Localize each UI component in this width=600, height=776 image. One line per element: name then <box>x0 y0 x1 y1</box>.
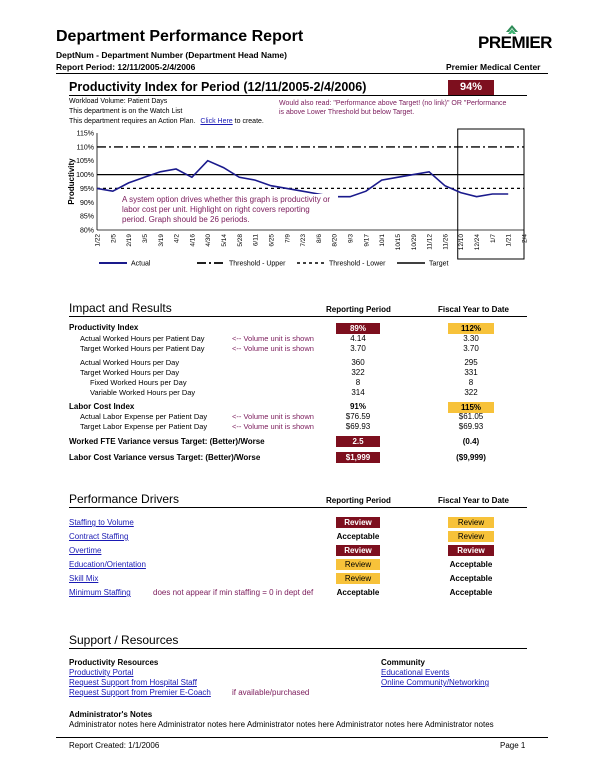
productivity-portal-link[interactable]: Productivity Portal <box>69 668 134 677</box>
action-plan-text <box>69 118 264 125</box>
header-divider <box>56 73 548 74</box>
tle-label: Target Labor Expense per Patient Day <box>80 422 208 431</box>
driver-link-staffing-to-volume[interactable]: Staffing to Volume <box>69 518 134 527</box>
x-tick-label: 11/12 <box>426 234 434 250</box>
x-tick-label: 10/15 <box>394 234 402 251</box>
x-tick-label: 4/16 <box>189 234 197 247</box>
vwd-fy: 322 <box>464 388 478 397</box>
x-tick-label: 5/28 <box>236 234 244 247</box>
x-tick-label: 4/2 <box>173 234 181 244</box>
labor-cost-index-fy: 115% <box>448 402 494 413</box>
workload-text: Workload Volume: Patient Days <box>69 98 168 105</box>
x-tick-label: 2/4 <box>521 234 529 244</box>
report-created: Report Created: 1/1/2006 <box>69 741 160 750</box>
x-tick-label: 7/9 <box>284 234 292 244</box>
y-tick-label: 115% <box>76 130 94 138</box>
x-tick-label: 3/19 <box>157 234 165 247</box>
fwd-label: Fixed Worked Hours per Day <box>90 378 187 387</box>
labor-cost-variance-fy: ($9,999) <box>456 453 486 462</box>
min-staffing-note: does not appear if min staffing = 0 in dept def <box>153 588 314 597</box>
y-tick-label: 95% <box>79 185 94 193</box>
driver-link-overtime[interactable]: Overtime <box>69 546 102 555</box>
x-tick-label: 1/21 <box>505 234 513 247</box>
drivers-col-rp: Reporting Period <box>326 496 391 505</box>
labor-cost-variance-rp: $1,999 <box>336 452 380 463</box>
vwd-rp: 314 <box>351 388 365 397</box>
awd-fy: 295 <box>464 358 478 367</box>
y-tick-label: 105% <box>76 158 94 166</box>
admin-notes-text: Administrator notes here Administrator notes here Administrator notes here Administrator notes here Administrator notes <box>69 720 494 729</box>
driver-rp-education-orientation: Review <box>336 559 380 570</box>
action-plan-prefix: This department requires an Action Plan. <box>69 118 196 125</box>
ale-rp: $76.59 <box>345 412 371 421</box>
driver-link-contract-staffing[interactable]: Contract Staffing <box>69 532 129 541</box>
legend-label: Actual <box>131 260 151 268</box>
driver-rp-staffing-to-volume: Review <box>336 517 380 528</box>
educational-events-link[interactable]: Educational Events <box>381 668 450 677</box>
drivers-col-fy: Fiscal Year to Date <box>438 496 509 505</box>
impact-col-fy: Fiscal Year to Date <box>438 305 509 314</box>
series-line-actual <box>97 161 508 197</box>
driver-rp-minimum-staffing: Acceptable <box>336 588 380 597</box>
dept-name: DeptNum - Department Number (Department Head Name) <box>56 50 287 60</box>
admin-notes-title: Administrator's Notes <box>69 710 153 719</box>
x-tick-label: 2/5 <box>110 234 118 244</box>
awh-rp: 4.14 <box>350 334 366 343</box>
premier-logo <box>478 24 552 52</box>
twd-fy: 331 <box>464 368 478 377</box>
x-tick-label: 12/10 <box>458 234 466 251</box>
x-tick-label: 9/3 <box>347 234 355 244</box>
driver-rp-skill-mix: Review <box>336 573 380 584</box>
twh-note: <-- Volume unit is shown <box>232 344 314 353</box>
driver-fy-contract-staffing: Review <box>448 531 494 542</box>
awh-label: Actual Worked Hours per Patient Day <box>80 334 205 343</box>
twh-fy: 3.70 <box>463 344 479 353</box>
ecoach-support-link[interactable]: Request Support from Premier E-Coach <box>69 688 211 697</box>
labor-cost-index-rp: 91% <box>349 402 366 411</box>
fwd-rp: 8 <box>355 378 361 387</box>
twd-label: Target Worked Hours per Day <box>80 368 180 377</box>
fte-variance-rp: 2.5 <box>336 436 380 447</box>
driver-link-minimum-staffing[interactable]: Minimum Staffing <box>69 588 131 597</box>
productivity-badge: 94% <box>448 80 494 95</box>
x-tick-label: 3/5 <box>141 234 149 244</box>
twd-rp: 322 <box>351 368 365 377</box>
labor-cost-variance-label: Labor Cost Variance versus Target: (Better)/Worse <box>69 453 261 462</box>
productivity-index-fy: 112% <box>448 323 494 334</box>
x-tick-label: 8/6 <box>315 234 323 244</box>
vwd-label: Variable Worked Hours per Day <box>90 388 196 397</box>
driver-fy-staffing-to-volume: Review <box>448 517 494 528</box>
x-tick-label: 10/29 <box>410 234 418 251</box>
logo-text: PREMIER <box>478 33 552 52</box>
labor-cost-index-label: Labor Cost Index <box>69 402 135 411</box>
legend-label: Target <box>429 260 449 268</box>
productivity-index-label: Productivity Index <box>69 323 139 332</box>
driver-link-education-orientation[interactable]: Education/Orientation <box>69 560 146 569</box>
drivers-title: Performance Drivers <box>69 492 180 506</box>
x-tick-label: 1/7 <box>489 234 497 244</box>
report-period: Report Period: 12/11/2005-2/4/2006 <box>56 62 196 72</box>
x-tick-label: 11/26 <box>442 234 450 250</box>
fwd-fy: 8 <box>468 378 474 387</box>
y-tick-label: 80% <box>79 227 94 235</box>
ale-label: Actual Labor Expense per Patient Day <box>80 412 208 421</box>
awd-label: Actual Worked Hours per Day <box>80 358 180 367</box>
driver-fy-overtime: Review <box>448 545 494 556</box>
y-tick-label: 85% <box>79 213 94 221</box>
y-tick-label: 110% <box>76 144 94 152</box>
driver-fy-skill-mix: Acceptable <box>449 574 493 583</box>
productivity-resources-title: Productivity Resources <box>69 658 159 667</box>
tle-fy: $69.93 <box>458 422 484 431</box>
legend-label: Threshold - Lower <box>329 260 386 268</box>
legend-label: Threshold - Upper <box>229 260 286 268</box>
driver-rp-contract-staffing: Acceptable <box>336 532 380 541</box>
support-divider <box>69 648 527 649</box>
support-title: Support / Resources <box>69 633 179 647</box>
tle-note: <-- Volume unit is shown <box>232 422 314 431</box>
online-community-link[interactable]: Online Community/Networking <box>381 678 490 687</box>
awd-rp: 360 <box>351 358 365 367</box>
x-tick-label: 7/23 <box>300 234 308 247</box>
x-tick-label: 1/22 <box>94 234 102 247</box>
x-tick-label: 6/25 <box>268 234 276 247</box>
hospital-support-link[interactable]: Request Support from Hospital Staff <box>69 678 197 687</box>
report-title: Department Performance Report <box>56 28 304 45</box>
twh-rp: 3.70 <box>350 344 366 353</box>
x-tick-label: 10/1 <box>379 234 387 247</box>
impact-col-rp: Reporting Period <box>326 305 391 314</box>
driver-fy-minimum-staffing: Acceptable <box>449 588 493 597</box>
twh-label: Target Worked Hours per Patient Day <box>80 344 205 353</box>
awh-note: <-- Volume unit is shown <box>232 334 314 343</box>
community-title: Community <box>381 658 425 667</box>
impact-title: Impact and Results <box>69 301 172 315</box>
y-tick-label: 100% <box>76 172 94 180</box>
fte-variance-fy: (0.4) <box>462 437 480 446</box>
chart-note: A system option drives whether this graph is productivity or labor cost per unit. Highlight on right covers reporting period. Graph should be 26 periods. <box>120 194 338 226</box>
drivers-divider <box>69 507 527 508</box>
y-tick-label: 90% <box>79 199 94 207</box>
tle-rp: $69.93 <box>345 422 371 431</box>
footer-divider <box>56 737 548 738</box>
impact-divider <box>69 316 527 317</box>
ecoach-availability-note: if available/purchased <box>232 688 310 697</box>
y-axis-label: Productivity <box>67 158 76 205</box>
org-name: Premier Medical Center <box>446 62 541 72</box>
x-tick-label: 6/11 <box>252 234 260 247</box>
x-tick-label: 12/24 <box>474 234 482 251</box>
note-right: Would also read: "Performance above Target! (no link)" OR "Performance is above Lower Threshold but below Target. <box>279 100 507 116</box>
x-tick-label: 4/30 <box>205 234 213 247</box>
driver-link-skill-mix[interactable]: Skill Mix <box>69 574 99 583</box>
x-tick-label: 8/20 <box>331 234 339 247</box>
productivity-divider <box>69 95 527 96</box>
ale-note: <-- Volume unit is shown <box>232 412 314 421</box>
action-plan-suffix: to create. <box>234 118 264 125</box>
driver-rp-overtime: Review <box>336 545 380 556</box>
productivity-index-rp: 89% <box>336 323 380 334</box>
page-number: Page 1 <box>500 741 526 750</box>
productivity-title: Productivity Index for Period (12/11/2005-2/4/2006) <box>69 80 367 94</box>
click-here-link[interactable]: Click Here <box>200 118 233 125</box>
x-tick-label: 5/14 <box>221 234 229 247</box>
ale-fy: $61.05 <box>458 412 484 421</box>
x-tick-label: 9/17 <box>363 234 371 247</box>
awh-fy: 3.30 <box>463 334 479 343</box>
fte-variance-label: Worked FTE Variance versus Target: (Better)/Worse <box>69 437 265 446</box>
watch-list-text: This department is on the Watch List <box>69 108 183 115</box>
x-tick-label: 2/19 <box>126 234 134 247</box>
driver-fy-education-orientation: Acceptable <box>449 560 493 569</box>
